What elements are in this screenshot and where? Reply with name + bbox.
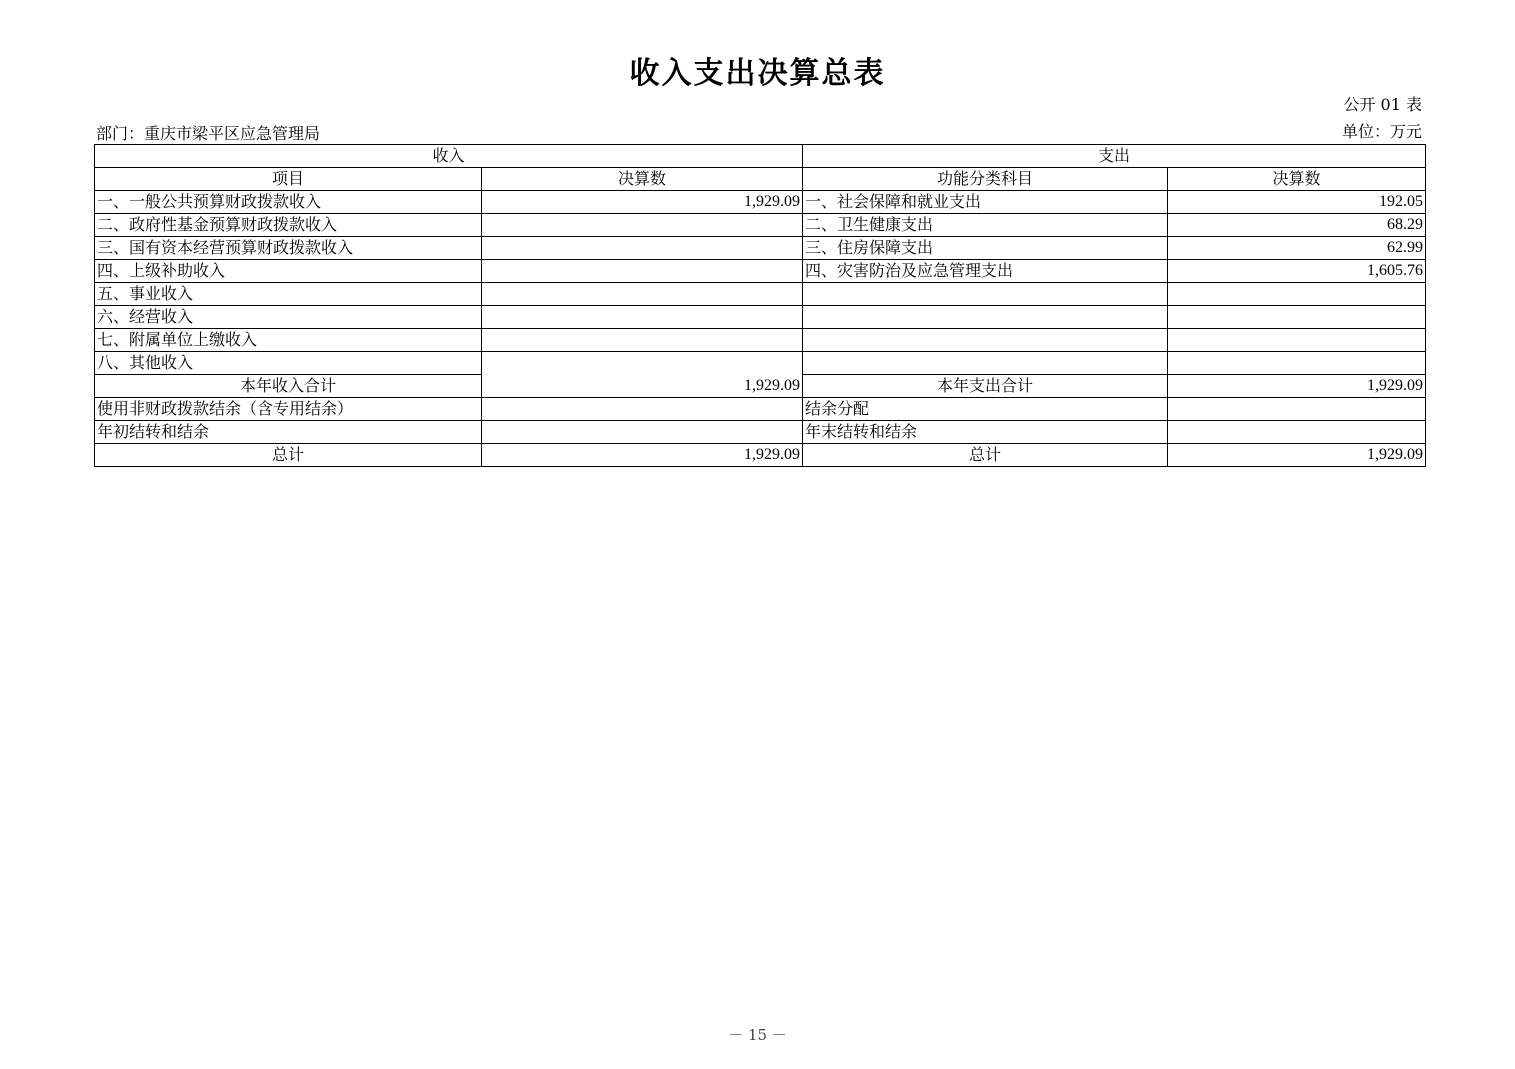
surplus-distribution-label: 结余分配	[803, 398, 1168, 421]
income-amount	[482, 260, 803, 283]
end-balance-amount	[1168, 421, 1426, 444]
income-total-label: 本年收入合计	[95, 375, 482, 398]
income-item: 二、政府性基金预算财政拨款收入	[95, 214, 482, 237]
expense-header: 支出	[803, 145, 1426, 168]
income-amount	[482, 283, 803, 306]
expense-item	[803, 352, 1168, 375]
end-balance-label: 年末结转和结余	[803, 421, 1168, 444]
col-amount-left-header: 决算数	[482, 168, 803, 191]
expense-amount: 62.99	[1168, 237, 1426, 260]
form-number: 公开 01 表	[1343, 95, 1422, 114]
col-amount-right-header: 决算数	[1168, 168, 1426, 191]
col-function-header: 功能分类科目	[803, 168, 1168, 191]
income-amount	[482, 306, 803, 329]
grand-total-amount-left: 1,929.09	[482, 444, 803, 467]
expense-amount	[1168, 306, 1426, 329]
expense-item: 三、住房保障支出	[803, 237, 1168, 260]
income-item: 八、其他收入	[95, 352, 482, 375]
expense-amount: 1,605.76	[1168, 260, 1426, 283]
income-item: 一、一般公共预算财政拨款收入	[95, 191, 482, 214]
expense-item: 二、卫生健康支出	[803, 214, 1168, 237]
expense-item: 一、社会保障和就业支出	[803, 191, 1168, 214]
grand-total-label-right: 总计	[803, 444, 1168, 467]
nonfiscal-surplus-label: 使用非财政拨款结余（含专用结余）	[95, 398, 482, 421]
grand-total-amount-right: 1,929.09	[1168, 444, 1426, 467]
table-row	[95, 306, 1426, 329]
begin-balance-amount	[482, 421, 803, 444]
column-header-row	[95, 168, 1426, 191]
table-row	[95, 398, 1426, 421]
income-item: 五、事业收入	[95, 283, 482, 306]
expense-amount	[1168, 329, 1426, 352]
page-title: 收入支出决算总表	[629, 56, 886, 91]
expense-total-amount: 1,929.09	[1168, 375, 1426, 398]
page-number: － 15 －	[728, 1026, 787, 1044]
expense-amount: 192.05	[1168, 191, 1426, 214]
expense-total-label: 本年支出合计	[803, 375, 1168, 398]
table-row	[95, 237, 1426, 260]
nonfiscal-surplus-amount	[482, 398, 803, 421]
income-total-amount: 1,929.09	[482, 352, 803, 398]
grand-total-label-left: 总计	[95, 444, 482, 467]
table-row	[95, 352, 1426, 375]
unit-label: 单位：万元	[1341, 122, 1422, 141]
expense-item	[803, 283, 1168, 306]
table-row	[95, 191, 1426, 214]
income-item: 七、附属单位上缴收入	[95, 329, 482, 352]
surplus-distribution-amount	[1168, 398, 1426, 421]
income-expense-table	[94, 144, 1426, 467]
section-header-row	[95, 145, 1426, 168]
income-amount	[482, 237, 803, 260]
income-header: 收入	[95, 145, 803, 168]
expense-item: 四、灾害防治及应急管理支出	[803, 260, 1168, 283]
department-label: 部门：重庆市梁平区应急管理局	[96, 124, 321, 143]
expense-amount: 68.29	[1168, 214, 1426, 237]
income-amount	[482, 214, 803, 237]
table-row	[95, 214, 1426, 237]
grand-total-row	[95, 444, 1426, 467]
table-row	[95, 329, 1426, 352]
expense-amount	[1168, 283, 1426, 306]
table-row	[95, 421, 1426, 444]
income-item: 三、国有资本经营预算财政拨款收入	[95, 237, 482, 260]
expense-item	[803, 329, 1168, 352]
expense-item	[803, 306, 1168, 329]
income-item: 六、经营收入	[95, 306, 482, 329]
begin-balance-label: 年初结转和结余	[95, 421, 482, 444]
income-item: 四、上级补助收入	[95, 260, 482, 283]
income-amount	[482, 329, 803, 352]
income-amount: 1,929.09	[482, 191, 803, 214]
table-row	[95, 283, 1426, 306]
table-row	[95, 260, 1426, 283]
expense-amount	[1168, 352, 1426, 375]
col-item-header: 项目	[95, 168, 482, 191]
